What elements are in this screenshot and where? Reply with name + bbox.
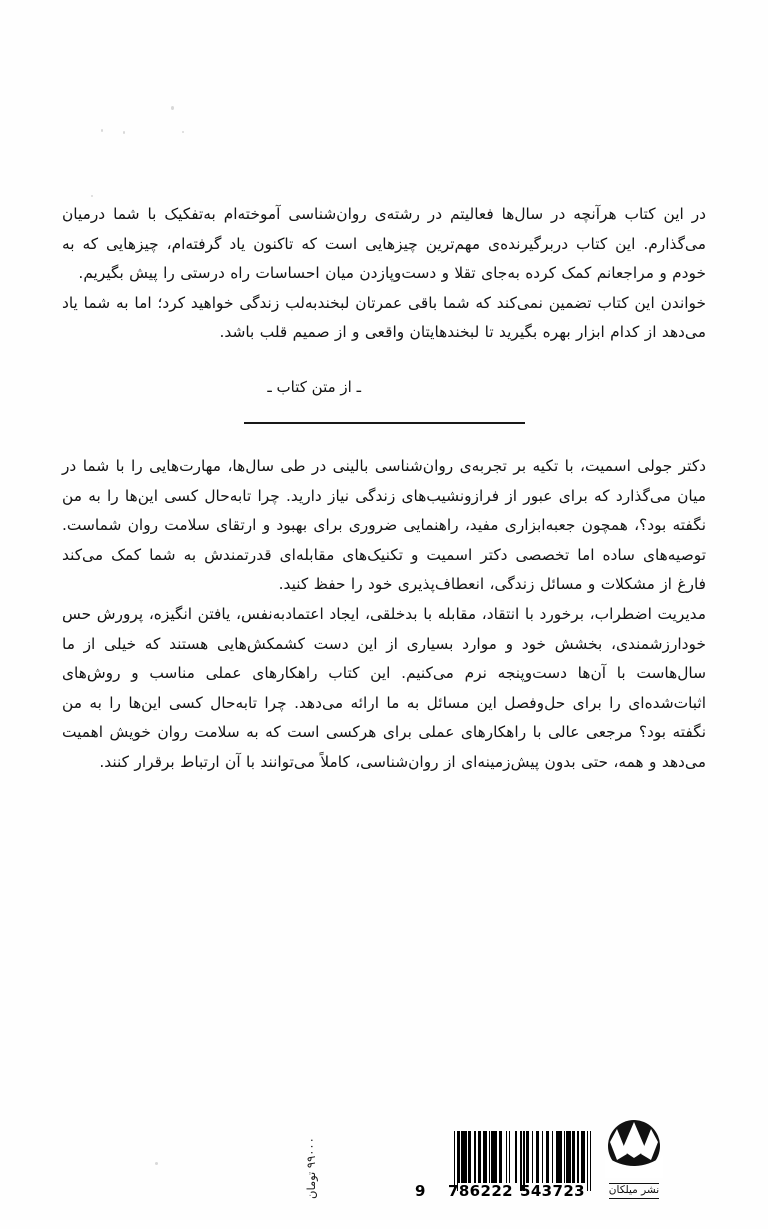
description-paragraph-1: دکتر جولی اسمیت، با تکیه بر تجربه‌ی روان‌شناسی بالینی در طی سال‌ها، مهارت‌هایی را با شما در میان می‌گذارد که برای عبور از فرازونشیب‌های زندگی نیاز دارید. چرا تابه‌حال کسی این‌ها را به من نگفته بود؟، همچون جعبه‌ابزاری مفید، راهنمایی ضروری برای بهبود و ارتقای سلامت روان شماست. توصیه‌های ساده اما تخصصی دکتر اسمیت و تکنیک‌های مقابله‌ای قدرتمندش به شما کمک می‌کند فارغ از مشکلات و مسائل زندگی، انعطاف‌پذیری خود را حفظ کنید. bbox=[62, 456, 706, 594]
paper-speck bbox=[171, 106, 174, 110]
barcode-left-digit: 9 bbox=[415, 1182, 426, 1200]
price-label: ۹۹۰۰۰ تومان bbox=[304, 1137, 318, 1199]
description-paragraph-2: مدیریت اضطراب، برخورد با انتقاد، مقابله با بدخلقی، ایجاد اعتمادبه‌نفس، یافتن انگیزه، پرورش حس خودارزشمندی، بخشش خود و موارد بسیاری از این دست کشمکش‌هایی هستند که خیلی از ما سال‌هاست با آن‌ها دست‌وپنجه نرم می‌کنیم. این کتاب راهکارهای عملی مناسب و روش‌های اثبات‌شده‌ای را برای حل‌وفصل این مسائل به ما ارائه می‌دهد. چرا تابه‌حال کسی این‌ها را به من نگفته بود؟ مرجعی عالی با راهکارهای عملی برای هرکسی است که به سلامت روان خویش اهمیت می‌دهد و همه، حتی بدون پیش‌زمینه‌ای از روان‌شناسی، کاملاً می‌توانند با آن ارتباط برقرار کنند. bbox=[62, 604, 706, 771]
excerpt-paragraph-2: خواندن این کتاب تضمین نمی‌کند که شما باقی عمرتان لبخندبه‌لب زندگی خواهید کرد؛ اما به شما یاد می‌دهد از کدام ابزار بهره بگیرید تا لبخندهایتان واقعی و از صمیم قلب باشد. bbox=[62, 293, 706, 342]
barcode-bars bbox=[431, 1131, 591, 1183]
isbn-barcode bbox=[415, 1131, 591, 1207]
excerpt-block bbox=[62, 200, 706, 402]
paper-speck bbox=[182, 131, 184, 133]
paper-speck bbox=[101, 129, 103, 132]
excerpt-attribution: ـ از متن کتاب ـ bbox=[267, 377, 361, 396]
section-divider bbox=[244, 422, 525, 424]
publisher-name: نشر میلکان bbox=[609, 1183, 659, 1199]
barcode-group-one: 786222 bbox=[448, 1182, 514, 1200]
cover-text-content bbox=[62, 200, 706, 778]
barcode-digits bbox=[415, 1181, 591, 1201]
mountain-circle-logo-icon bbox=[605, 1120, 663, 1178]
paper-speck bbox=[91, 195, 93, 197]
publisher-mark bbox=[602, 1120, 666, 1199]
excerpt-paragraph-1: در این کتاب هرآنچه در سال‌ها فعالیتم در رشته‌ی روان‌شناسی آموخته‌ام به‌تفکیک با شما درمیان می‌گذارم. این کتاب دربرگیرنده‌ی مهم‌ترین چیزهایی است که تاکنون یاد گرفته‌ام، چیزهایی که به خودم و مراجعانم کمک کرده به‌جای تقلا و دست‌وپازدن میان احساسات راه درستی را پیش بگیریم. bbox=[62, 205, 706, 283]
barcode-group-two: 543723 bbox=[520, 1182, 586, 1200]
cover-footer bbox=[0, 1111, 768, 1229]
description-block bbox=[62, 452, 706, 778]
section-divider-wrapper bbox=[62, 422, 706, 424]
paper-speck bbox=[123, 131, 125, 134]
